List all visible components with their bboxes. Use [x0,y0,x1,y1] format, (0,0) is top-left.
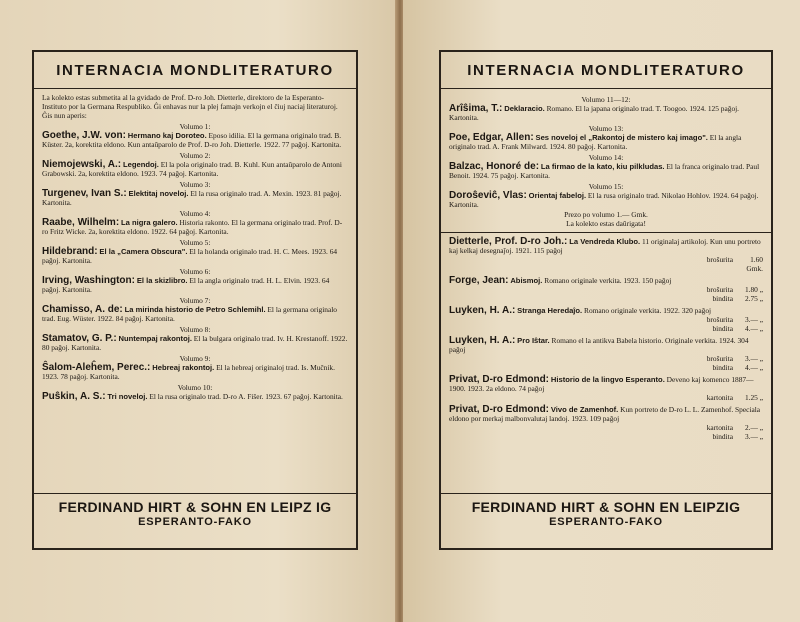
book-title: Nuntempaj rakontoj. [118,334,192,343]
price-row [449,363,763,372]
book-description: 11 originalaj artikoloj. Kun unu portreto kaj kelkaj desegnaĵoj. 1921. 115 paĝoj [449,237,761,255]
author-name: Niemojewski, A.: [42,159,122,170]
volume-list [449,104,763,209]
book-info [449,237,763,255]
volume-number: Volumo 15: [588,182,624,191]
volume-entry [42,189,348,207]
price-row [449,432,763,441]
author-name: Arîŝima, T.: [449,103,503,114]
right-body [441,89,771,441]
book-description: El la rusa originalo trad. D-ro A. Fiŝer. 1923. 67 paĝoj. Kartonita. [149,392,343,401]
publisher-name: FERDINAND HIRT & SOHN EN LEIPZ IG [58,499,332,515]
author-name: Ŝalom-Aleĥem, Perec.: [42,362,151,373]
book-entry [449,405,763,441]
right-frame [439,50,773,550]
book-title: La Vendreda Klubo. [569,237,641,246]
book-title: Legendoj. [122,160,159,169]
author-name: Irving, Washington: [42,275,135,286]
book-title: El la „Camera Obscura". [99,247,188,256]
publisher-department: ESPERANTO-FAKO [549,516,663,528]
book-description: El la rusa originalo trad. Nikolao Hohlov. 1924. 64 paĝoj. Kartonita. [449,191,759,209]
volume-entry [42,276,348,294]
volume-number: Volumo 5: [179,238,211,247]
price-row [449,315,763,324]
book-title: La mirinda historio de Petro Schlemihl. [124,305,266,314]
price-value: 3.— „ [744,354,763,363]
price-row [449,354,763,363]
binding-type: broŝurita [706,354,733,363]
book-description: El la germana originalo trad. Eug. Wüster. 1922. 84 paĝoj. Kartonita. [42,305,337,323]
volume-number: Volumo 6: [179,267,211,276]
author-name: Hildebrand: [42,246,98,257]
book-description: El la holanda originalo trad. H. C. Mees. 1923. 64 paĝoj. Kartonita. [42,247,338,265]
author-name: Luyken, H. A.: [449,305,516,316]
book-info [449,405,763,423]
book-title: Ses noveloj el „Rakontoj de mistero kaj imago". [535,133,708,142]
publisher-department: ESPERANTO-FAKO [138,516,252,528]
price-value: 1.25 „ [744,393,763,402]
author-name: Balzac, Honoré de: [449,161,540,172]
book-entry [449,237,763,273]
book-title: Vivo de Zamenhof. [550,405,619,414]
book-description: Romano originale verkita. 1922. 320 paĝoj [584,306,712,315]
book-info [449,336,763,354]
author-name: Privat, D-ro Edmond: [449,404,550,415]
binding-type: broŝurita [706,285,733,294]
book-description: El la pola originalo trad. B. Kuhl. Kun antaŭparolo de Antoni Grabowski. 2a, korektita eldono. 1923. 74 paĝoj. Kartonita. [42,160,342,178]
binding-type: broŝurita [706,255,733,264]
book-title: Tri noveloj. [107,392,148,401]
author-name: Luyken, H. A.: [449,335,516,346]
book-entry [449,336,763,372]
price-value: 1.60 Gmk. [746,255,763,273]
book-entry [449,276,763,303]
volume-range: Volumo 11—12: [581,95,631,104]
book-description: Eposo idilia. El la germana originalo trad. B. Küster. 2a, korektita eldono. Kun antaŭparolo de Prof. D-ro Joh. Dietterle. 1922. 77 paĝoj. Kartonita. [42,131,342,149]
volume-number: Volumo 7: [179,296,211,305]
price-row [449,285,763,294]
volume-number: Volumo 10: [177,383,213,392]
volume-entry [42,334,348,352]
author-name: Doroŝeviĉ, Vlas: [449,190,527,201]
volume-entry [449,133,763,151]
volume-number: Volumo 1: [179,122,211,131]
book-description: El la angla originalo trad. H. L. Elvin. 1923. 64 paĝoj. Kartonita. [42,276,330,294]
left-footer [34,493,356,548]
book-title: Historio de la lingvo Esperanto. [550,375,665,384]
book-title: Pro Iŝtar. [517,336,550,345]
binding-type: bindita [712,432,733,441]
price-value: 4.— „ [744,363,763,372]
book-title: La firmao de la kato, kiu pilkludas. [540,162,665,171]
book-title: Hermano kaj Doroteo. [127,131,207,140]
author-name: Chamisso, A. de: [42,304,123,315]
author-name: Forge, Jean: [449,275,509,286]
book-info [449,306,763,315]
volume-entry [449,104,763,122]
book-title: Abismoj. [510,276,543,285]
price-note: Prezo po volumo 1.— Gmk. [564,210,648,219]
book-description: Romano el la antikva Babela historio. Originale verkita. 1924. 304 paĝoj [449,336,749,354]
book-description: El la hebreaj originaloj trad. Is. Muĉnik. 1923. 78 paĝoj. Kartonita. [42,363,335,381]
binding-type: kartonita [706,393,733,402]
volume-list [42,122,348,401]
book-info [449,375,763,393]
price-row [449,324,763,333]
volume-entry [42,305,348,323]
price-value: 2.— „ [744,423,763,432]
price-value: 2.75 „ [744,294,763,303]
volume-entry [42,392,348,401]
right-page [403,0,800,622]
binding-type: bindita [712,324,733,333]
author-name: Stamatov, G. P.: [42,333,117,344]
book-description: Deveno kaj komenco 1887—1900. 1923. 2a eldono. 74 paĝoj [449,375,754,393]
book-description: El la rusa originalo trad. A. Mexin. 1923. 81 paĝoj. Kartonita. [42,189,342,207]
divider [441,232,771,233]
book-entry [449,375,763,402]
price-row [449,393,763,402]
book-description: Kun portreto de D-ro L. L. Zamenhof. Speciala eldono por merkaj malbonvalutaj landoj. 1923. 109 paĝoj [449,405,761,423]
left-body [34,89,356,401]
book-list [449,237,763,441]
volume-number: Volumo 2: [179,151,211,160]
volume-entry [42,131,348,149]
book-description: El la franca originalo trad. Paul Benoit. 1924. 75 paĝoj. Kartonita. [449,162,760,180]
book-title: El la skizlibro. [136,276,188,285]
book-title: La nigra galero. [121,218,178,227]
binding-type: bindita [712,294,733,303]
volume-entry [449,162,763,180]
author-name: Turgenev, Ivan S.: [42,188,127,199]
book-title: Deklaracio. [504,104,545,113]
right-footer [441,493,771,548]
volume-entry [42,363,348,381]
author-name: Privat, D-ro Edmond: [449,374,550,385]
price-value: 3.— „ [744,315,763,324]
book-entry [449,306,763,333]
book-description: Romano originale verkita. 1923. 150 paĝoj [544,276,672,285]
author-name: Puŝkin, A. S.: [42,391,106,402]
volume-entry [449,191,763,209]
book-description: Historia rakonto. El la germana originalo trad. Prof. D-ro Fritz Wicke. 2a, korektita eldono. 1922. 64 paĝoj. Kartonita. [42,218,343,236]
book-info [449,276,763,285]
price-value: 1.80 „ [744,285,763,294]
left-page [0,0,397,622]
price-value: 4.— „ [744,324,763,333]
price-row [449,255,763,273]
author-name: Dietterle, Prof. D-ro Joh.: [449,236,568,247]
binding-type: kartonita [706,423,733,432]
volume-entry [42,247,348,265]
right-header: INTERNACIA MONDLITERATURO [441,52,771,89]
volume-number: Volumo 4: [179,209,211,218]
book-description: El la bulgara originalo trad. Iv. H. Krestanoff. 1922. 80 paĝoj. Kartonita. [42,334,348,352]
author-name: Poe, Edgar, Allen: [449,132,534,143]
binding-type: bindita [712,363,733,372]
price-value: 3.— „ [744,432,763,441]
volume-number: Volumo 3: [179,180,211,189]
volume-entry [42,160,348,178]
publisher-name: FERDINAND HIRT & SOHN EN LEIPZIG [471,499,741,515]
book-title: Elektitaj noveloj. [128,189,189,198]
book-description: Romano. El la japana originalo trad. T. Toogoo. 1924. 125 paĝoj. Kartonita. [449,104,740,122]
volume-number: Volumo 9: [179,354,211,363]
volume-entry [42,218,348,236]
volume-number: Volumo 14: [588,153,624,162]
intro-text: La kolekto estas submetita al la gvidado de Prof. D-ro Joh. Dietterle, direktoro de la Esperanto-Instituto por la Germana Respubliko. Ĝi enhavas nur la plej famajn verkojn el ĉiuj naciaj literaturoj. Ĝis nun aperis: [42,93,338,120]
volume-number: Volumo 13: [588,124,624,133]
book-description: El la angla originalo trad. A. Frank Milward. 1924. 80 paĝoj. Kartonita. [449,133,742,151]
author-name: Goethe, J.W. von: [42,130,126,141]
left-header: INTERNACIA MONDLITERATURO [34,52,356,89]
book-title: Hebreaj rakontoj. [152,363,215,372]
price-row [449,423,763,432]
book-title: Orientaj fabeloj. [528,191,587,200]
binding-type: broŝurita [706,315,733,324]
book-title: Stranga Heredaĵo. [517,306,583,315]
author-name: Raabe, Wilhelm: [42,217,120,228]
left-frame [32,50,358,550]
continue-note: La kolekto estas daŭrigata! [566,219,646,228]
price-row [449,294,763,303]
volume-number: Volumo 8: [179,325,211,334]
